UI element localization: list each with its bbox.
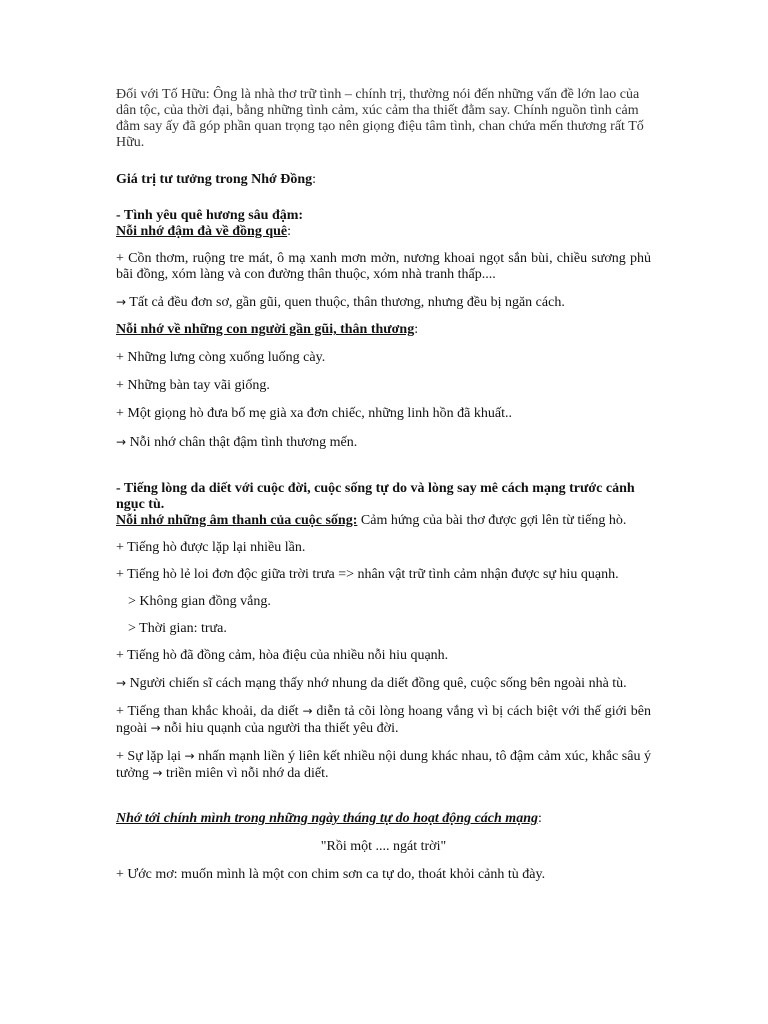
section1-conclusion-text: Nỗi nhớ chân thật đậm tình thương mến.	[126, 435, 358, 450]
list-item	[116, 748, 651, 782]
section2-title: - Tiếng lòng da diết với cuộc đời, cuộc sống tự do và lòng say mê cách mạng trước cảnh ngục tù.	[116, 481, 635, 512]
section1-sub1	[116, 224, 651, 240]
section1-sub1-suffix: :	[287, 224, 292, 239]
section1-arrow-text: Tất cả đều đơn sơ, gần gũi, quen thuộc, thân thương, nhưng đều bị ngăn cách.	[126, 295, 565, 310]
section2-arrow-text: Người chiến sĩ cách mạng thấy nhớ nhung da diết đồng quê, cuộc sống bên ngoài nhà tù.	[126, 676, 627, 691]
section1-sub1-label: Nỗi nhớ đậm đà về đồng quê	[116, 224, 288, 239]
list-item-text: + Tiếng than khắc khoải, da diết	[116, 704, 303, 719]
section1-arrow-line	[116, 294, 651, 311]
arrow-icon: →	[150, 721, 161, 735]
list-item	[116, 703, 651, 737]
section2-sub1-rest: Cảm hứng của bài thơ được gợi lên từ tiếng hò.	[357, 513, 627, 528]
section2-arrow-line	[116, 675, 651, 692]
section1-paragraph: + Cồn thơm, ruộng tre mát, ô mạ xanh mơn mởn, nương khoai ngọt sắn bùi, chiều sương phủ bãi đồng, xóm làng và con đường thân thuộc, xóm nhà tranh thấp....	[116, 251, 651, 282]
section1-sub2-label: Nỗi nhớ về những con người gần gũi, thân thương	[116, 322, 415, 337]
list-item: > Thời gian: trưa.	[128, 621, 227, 636]
list-item-text: triền miên vì nỗi nhớ da diết.	[162, 766, 329, 781]
list-item: + Ước mơ: muốn mình là một con chim sơn ca tự do, thoát khỏi cảnh tù đày.	[116, 867, 546, 882]
list-item: + Những lưng còng xuống luống cày.	[116, 350, 326, 365]
list-item-text: nỗi hiu quạnh của người tha thiết yêu đời.	[160, 721, 399, 736]
list-item: + Tiếng hò được lặp lại nhiều lần.	[116, 540, 306, 555]
document-body	[116, 87, 651, 883]
section1-title: - Tình yêu quê hương sâu đậm:	[116, 208, 304, 223]
list-item-text: + Sự lặp lại	[116, 749, 185, 764]
section2-sub1	[116, 513, 651, 529]
list-item: + Tiếng hò đã đồng cảm, hòa điệu của nhiều nỗi hiu quạnh.	[116, 648, 449, 663]
list-item: + Những bàn tay vãi giống.	[116, 378, 270, 393]
section1-conclusion	[116, 434, 651, 451]
section3-title	[116, 811, 651, 827]
section2-sub1-label: Nỗi nhớ những âm thanh của cuộc sống:	[116, 513, 358, 528]
arrow-icon: →	[302, 704, 313, 718]
section3-title-suffix: :	[537, 811, 542, 826]
section1-sub2	[116, 322, 651, 338]
main-heading-suffix: :	[312, 172, 317, 187]
list-item-text: diễn tả cõi lòng hoang vắng vì bị cách biệt với thế giới bên ngoài	[116, 704, 651, 736]
arrow-icon: →	[116, 676, 127, 690]
list-item: + Một giọng hò đưa bố mẹ già xa đơn chiếc, những linh hồn đã khuất..	[116, 406, 512, 421]
arrow-icon: →	[116, 435, 127, 449]
arrow-icon: →	[184, 749, 195, 763]
main-heading-text: Giá trị tư tưởng trong Nhớ Đồng	[116, 172, 313, 187]
section3-title-label: Nhớ tới chính mình trong những ngày tháng tự do hoạt động cách mạng	[116, 811, 538, 826]
main-heading	[116, 172, 651, 188]
arrow-icon: →	[116, 295, 127, 309]
intro-paragraph: Đối với Tố Hữu: Ông là nhà thơ trữ tình – chính trị, thường nói đến những vấn đề lớn lao của dân tộc, của thời đại, bằng những tình cảm, xúc cảm tha thiết đằm say. Chính nguồn tình cảm đằm say ấy đã góp phần quan trọng tạo nên giọng điệu tâm tình, chan chứa mến thương rất Tố Hữu.	[116, 87, 644, 150]
list-item: + Tiếng hò lẻ loi đơn độc giữa trời trưa => nhân vật trữ tình cảm nhận được sự hiu quạnh.	[116, 567, 619, 582]
list-item: > Không gian đồng vắng.	[128, 594, 271, 609]
arrow-icon: →	[152, 766, 163, 780]
poem-quote: "Rồi một .... ngát trời"	[320, 839, 447, 854]
section1-sub2-suffix: :	[414, 322, 419, 337]
list-item-text: nhấn mạnh liền ý liên kết nhiều nội dung khác nhau, tô đậm cảm xúc, khắc sâu ý tưởng	[116, 749, 651, 781]
